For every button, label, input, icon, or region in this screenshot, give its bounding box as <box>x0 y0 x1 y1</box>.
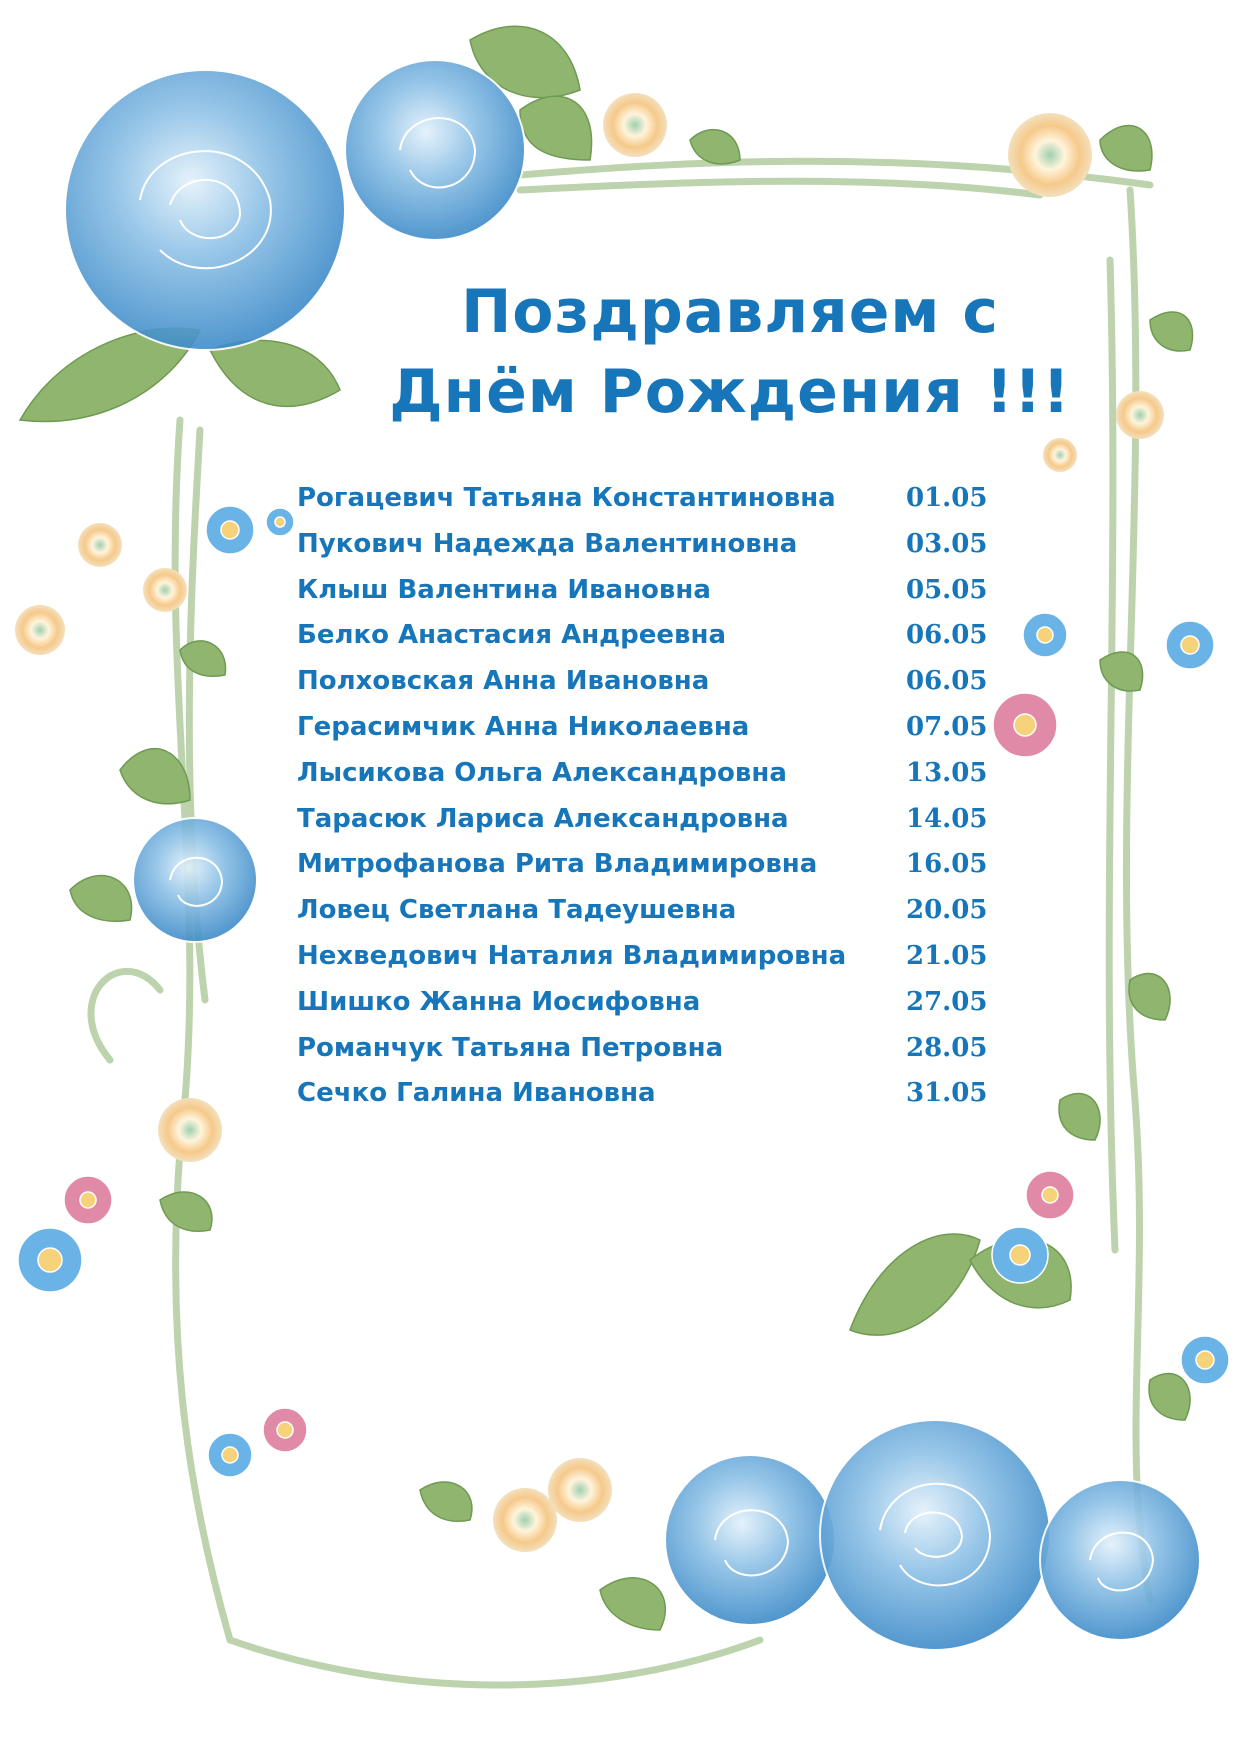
birthday-date: 14.05 <box>906 803 988 834</box>
greeting-title-line2: Днём Рождения !!! <box>389 357 1071 427</box>
person-name: Герасимчик Анна Николаевна <box>297 711 750 742</box>
person-name: Ловец Светлана Тадеушевна <box>297 895 737 926</box>
person-name: Лысикова Ольга Александровна <box>297 757 787 788</box>
birthday-date: 06.05 <box>906 666 988 697</box>
birthday-date: 03.05 <box>906 528 988 559</box>
list-item <box>297 705 1017 751</box>
list-item <box>297 568 1017 614</box>
list-item <box>297 934 1017 980</box>
person-name: Нехведович Наталия Владимировна <box>297 940 847 971</box>
person-name: Полховская Анна Ивановна <box>297 666 710 697</box>
birthday-date: 07.05 <box>906 711 988 742</box>
rose-bottom-center <box>820 1420 1050 1650</box>
list-item <box>297 980 1017 1026</box>
person-name: Клыш Валентина Ивановна <box>297 574 711 605</box>
rose-top-left-small <box>345 60 525 240</box>
birthday-list <box>297 476 1017 1117</box>
birthday-date: 01.05 <box>906 483 988 513</box>
birthday-date: 20.05 <box>906 895 988 926</box>
greeting-title <box>280 272 1180 432</box>
person-name: Митрофанова Рита Владимировна <box>297 849 818 880</box>
list-item <box>297 613 1017 659</box>
birthday-date: 21.05 <box>906 940 988 971</box>
birthday-date: 13.05 <box>906 757 988 788</box>
list-item <box>297 1071 1017 1117</box>
birthday-date: 27.05 <box>906 986 988 1017</box>
list-item <box>297 476 1017 522</box>
rose-bottom-left <box>665 1455 835 1625</box>
greeting-title-line1: Поздравляем с <box>461 277 999 347</box>
person-name: Пукович Надежда Валентиновна <box>297 528 798 559</box>
list-item <box>297 842 1017 888</box>
birthday-date: 16.05 <box>906 849 988 880</box>
person-name: Романчук Татьяна Петровна <box>297 1032 724 1063</box>
birthday-date: 05.05 <box>906 574 988 605</box>
person-name: Тарасюк Лариса Александровна <box>297 803 789 834</box>
person-name: Шишко Жанна Иосифовна <box>297 986 701 1017</box>
list-item <box>297 751 1017 797</box>
list-item <box>297 659 1017 705</box>
rose-bottom-right <box>1040 1480 1200 1640</box>
list-item <box>297 1026 1017 1072</box>
birthday-date: 31.05 <box>906 1078 988 1109</box>
person-name: Рогацевич Татьяна Константиновна <box>297 483 836 513</box>
list-item <box>297 797 1017 843</box>
list-item <box>297 888 1017 934</box>
birthday-date: 06.05 <box>906 620 988 651</box>
person-name: Сечко Галина Ивановна <box>297 1078 656 1109</box>
rose-left-middle <box>133 818 257 942</box>
birthday-date: 28.05 <box>906 1032 988 1063</box>
person-name: Белко Анастасия Андреевна <box>297 620 727 651</box>
list-item <box>297 522 1017 568</box>
